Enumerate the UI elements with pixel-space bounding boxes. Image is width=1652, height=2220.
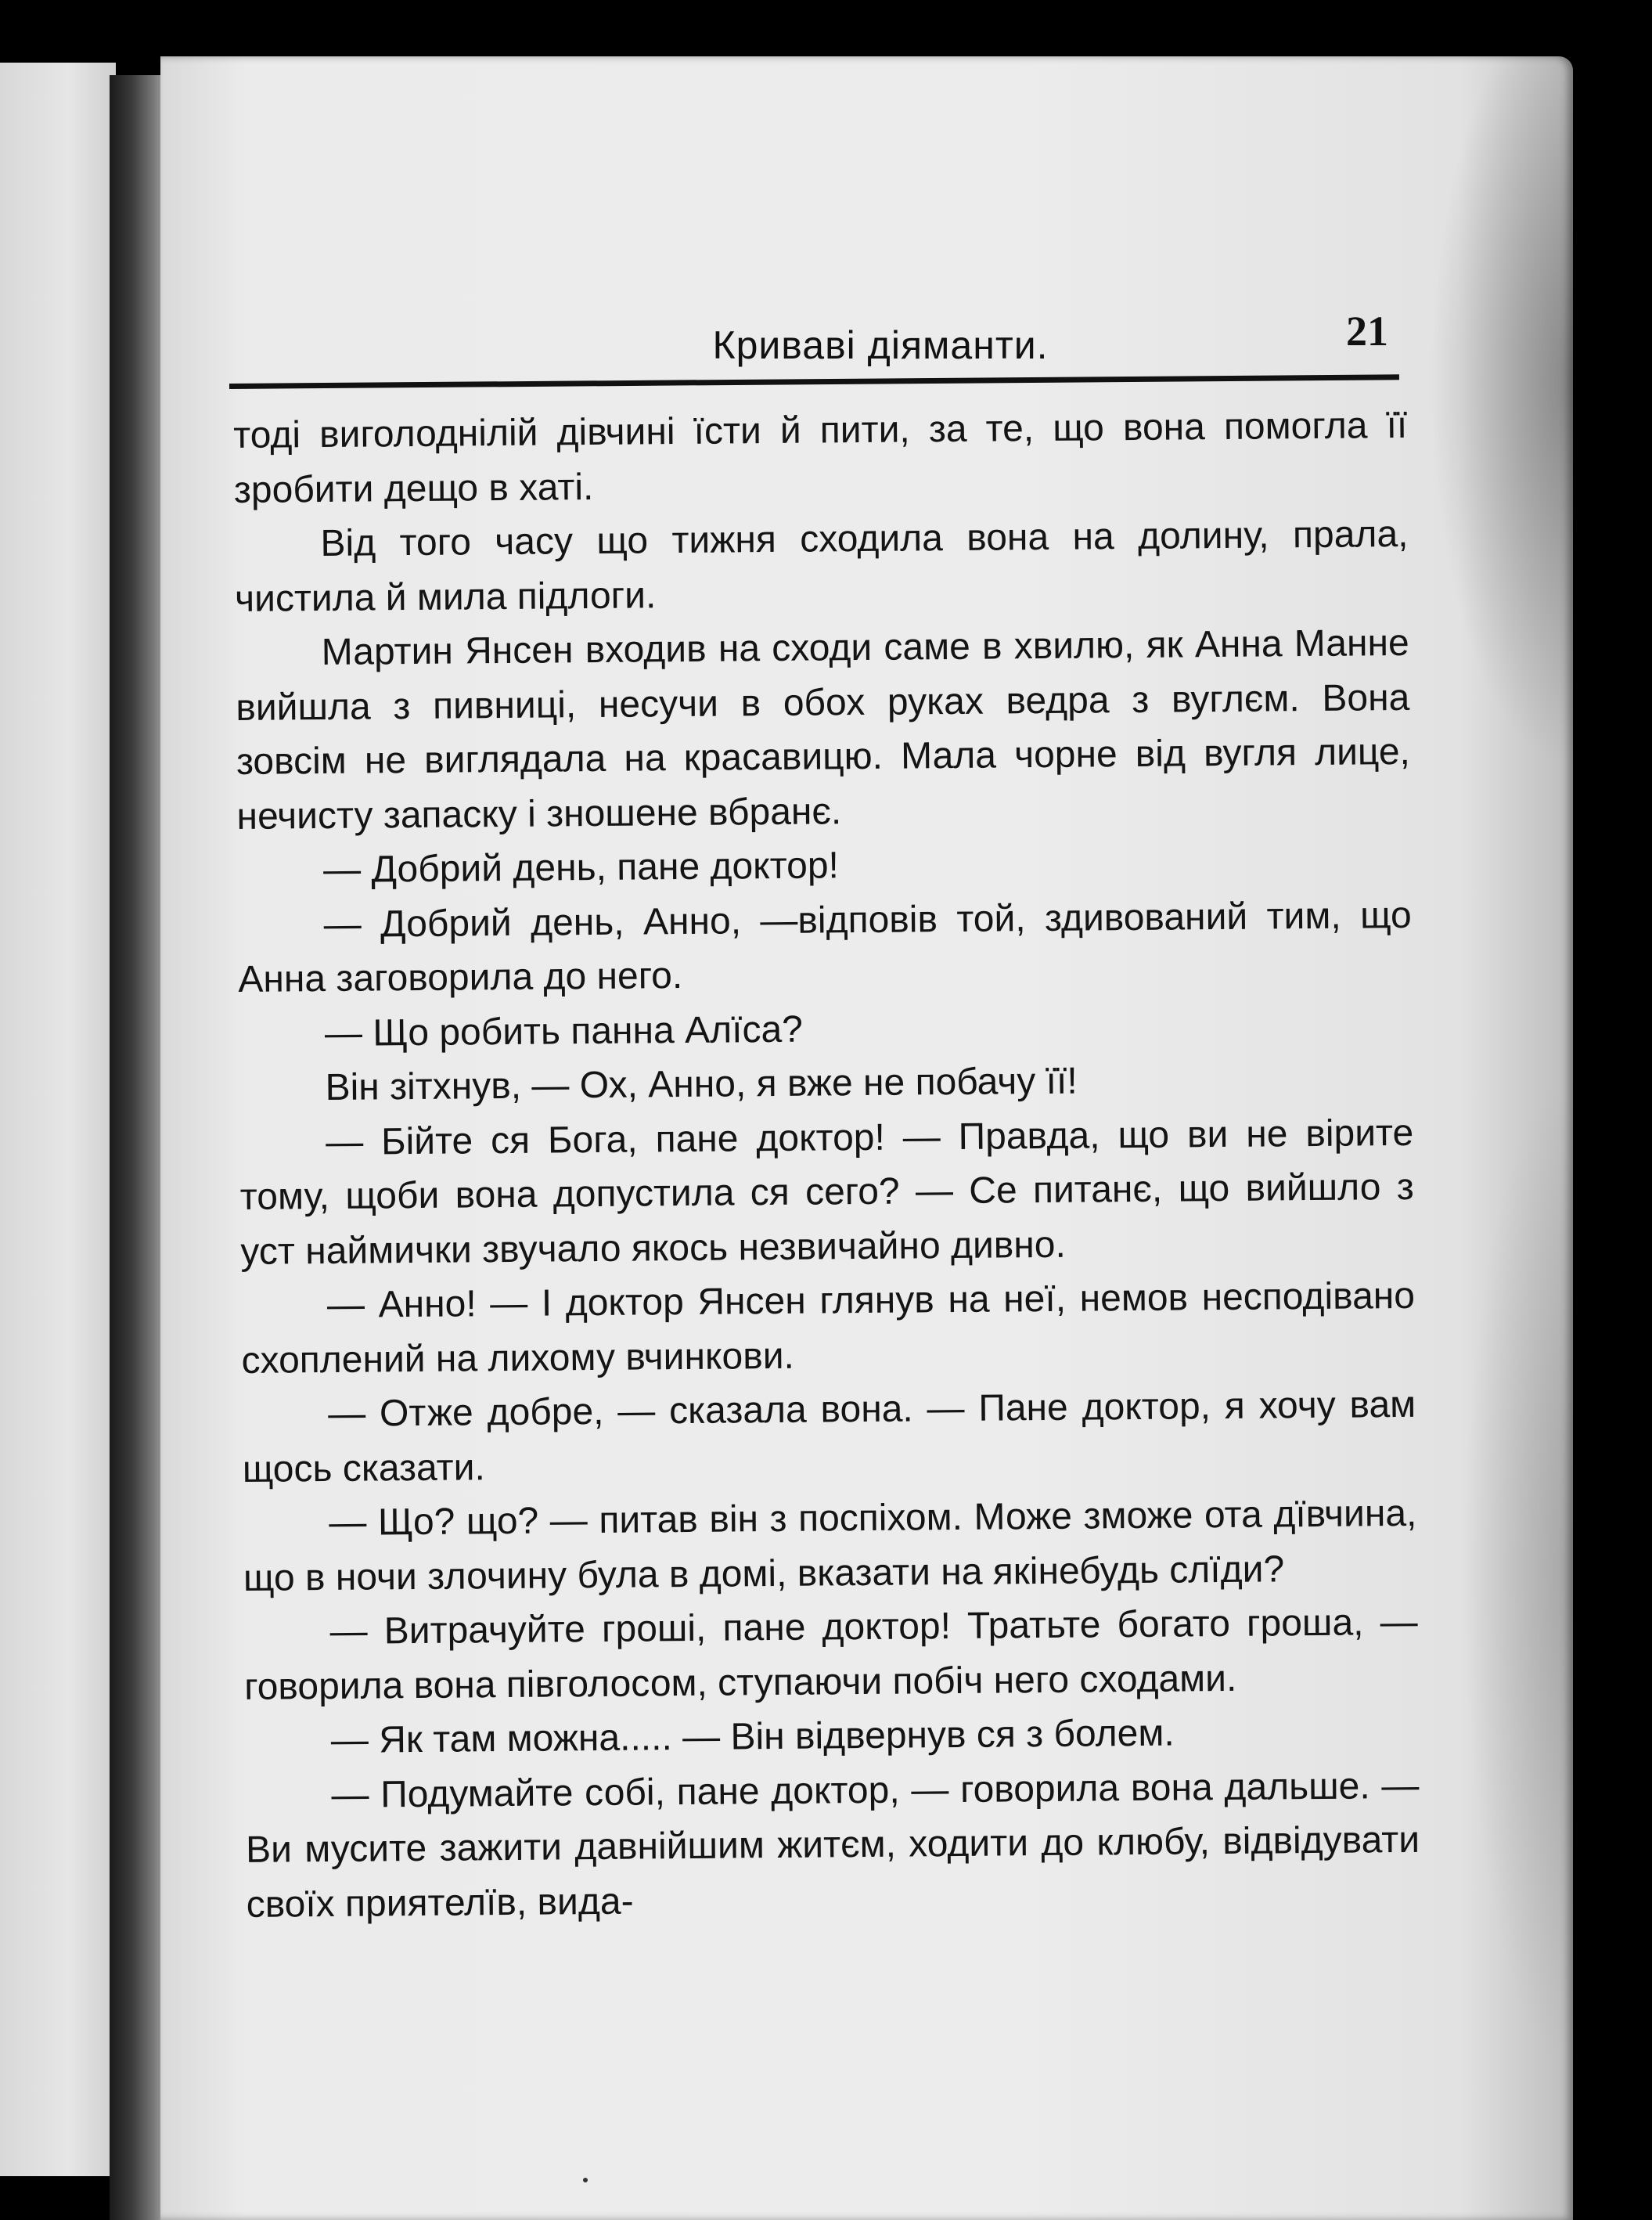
header-rule — [229, 374, 1399, 389]
page-header — [160, 268, 1565, 385]
paragraph: Мартин Янсен входив на сходи саме в хвилю, як Анна Манне вийшла з пивниці, несучи в обох руках ведра з вуглєм. Вона зовсім не виглядала на красавицю. Мала чорне від вугля лице, нечисту запаску і зношене вбранє. — [236, 622, 1411, 838]
previous-page-edge — [0, 63, 116, 2176]
paragraph: — Анно! — І доктор Янсен глянув на неї, немов несподівано схоплений на лихому вчинкови. — [241, 1274, 1416, 1382]
paragraph: — Витрачуйте гроші, пане доктор! Тратьте богато гроша, — говорила вона півголосом, ступаючи побіч него сходами. — [244, 1601, 1418, 1708]
book-page — [160, 56, 1573, 2220]
paragraph: Від того часу що тижня сходила вона на долину, прала, чистила й мила підлоги. — [234, 513, 1409, 620]
paragraph: — Бійте ся Бога, пане доктор! — Правда, що ви не вірите тому, щоби вона допустила ся сего? — Се питанє, що вийшло з уст наймички звучало якось незвичайно дивно. — [239, 1112, 1414, 1273]
body-text — [233, 398, 1420, 1932]
paragraph: — Що? що? — питав він з поспіхом. Може зможе ота дївчина, що в ночи злочину була в домі, вказати на якінебудь слїди? — [243, 1492, 1417, 1599]
paragraph: — Добрий день, Анно, —відповів той, здивований тим, що Анна заговорила до него. — [238, 894, 1412, 1000]
running-title: Криваві діяманти. — [712, 323, 1049, 367]
paragraph: — Добрий день, пане доктор! — [322, 845, 840, 892]
paragraph: — Що робить панна Алїса? — [324, 1008, 804, 1054]
paragraph: — Подумайте собі, пане доктор, — говорила вона дальше. — Ви мусите зажити давнійшим житєм, ходити до клюбу, відвідувати своїх приятелїв, вида- — [245, 1764, 1420, 1926]
page-number: 21 — [1346, 308, 1388, 355]
paragraph: Він зітхнув, — Ох, Анно, я вже не побачу її! — [325, 1060, 1078, 1109]
paragraph: — Як там можна..... — Він відвернув ся з болем. — [330, 1712, 1175, 1761]
paragraph: — Отже добре, — сказала вона. — Пане доктор, я хочу вам щось сказати. — [242, 1383, 1416, 1490]
paragraph: тоді виголоднілій дівчині їсти й пити, за те, що вона помогла її зробити дещо в хаті. — [233, 404, 1408, 511]
dust-speck — [583, 2178, 588, 2182]
